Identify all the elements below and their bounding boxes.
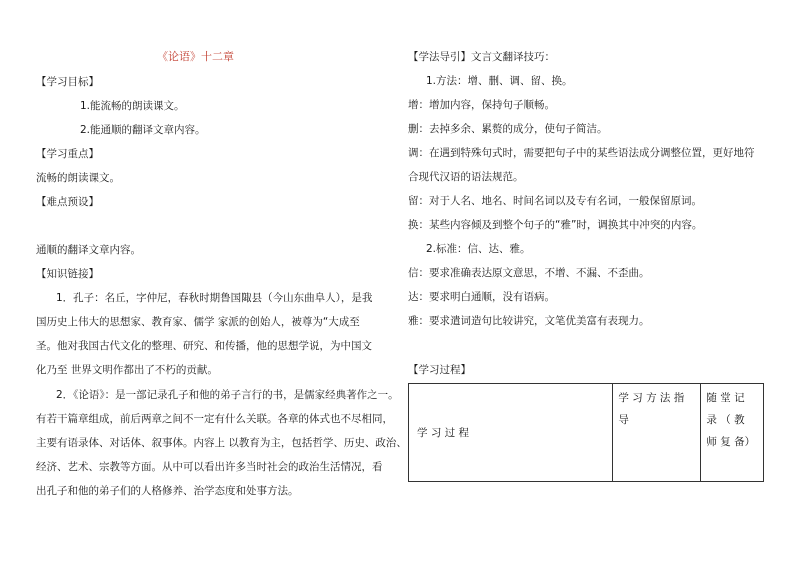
learning-process-table [408, 383, 764, 482]
process-header: 【学习过程】 [408, 364, 471, 376]
method-add: 增：增加内容，保持句子顺畅。 [408, 99, 555, 111]
focus-text: 流畅的朗读课文。 [36, 172, 120, 184]
k1-line-1: 1．孔子：名丘，字仲尼，春秋时期鲁国陬县（今山东曲阜人），是我 [56, 292, 373, 304]
focus-header: 【学习重点】 [36, 148, 99, 160]
table-cell-process [409, 384, 613, 482]
k1-line-3: 圣。他对我国古代文化的整理、研究、和传播，他的思想学说，为中国文 [36, 340, 372, 352]
method-delete: 删：去掉多余、累赘的成分，使句子简洁。 [408, 123, 608, 135]
standards-label: 2.标准：信、达、雅。 [426, 243, 531, 255]
k1-line-4: 化乃至 世界文明作都出了不朽的贡献。 [36, 364, 218, 376]
k1-line-2: 国历史上伟大的思想家、教育家、儒学 家派的创始人，被尊为“大成至 [36, 316, 360, 328]
method-keep: 留：对于人名、地名、时间名词以及专有名词，一般保留原词。 [408, 195, 702, 207]
difficulty-header: 【难点预设】 [36, 196, 99, 208]
table-cell-notes [701, 384, 764, 482]
table-cell-method [613, 384, 701, 482]
k2-line-4: 经济、艺术、宗教等方面。从中可以看出许多当时社会的政治生活情况，看 [36, 461, 383, 473]
objectives-header: 【学习目标】 [36, 76, 99, 88]
standard-ya: 雅：要求遣词造句比较讲究，文笔优美富有表现力。 [408, 315, 650, 327]
k2-line-3: 主要有语录体、对话体、叙事体。内容上 以教育为主，包括哲学、历史、政治、 [36, 437, 407, 449]
table-col-process-label: 学 习 过 程 [417, 426, 470, 439]
knowledge-header: 【知识链接】 [36, 268, 99, 280]
objective-1: 1.能流畅的朗读课文。 [80, 100, 185, 112]
methods-label: 1.方法：增、删、调、留、换。 [426, 75, 573, 87]
guide-header: 【学法导引】文言文翻译技巧： [408, 51, 555, 63]
table-col-method-label: 学 习 方 法 指 导 [618, 392, 685, 426]
method-adjust-1: 调：在遇到特殊句式时，需要把句子中的某些语法成分调整位置，更好地符 [408, 147, 755, 159]
standard-da: 达：要求明白通顺，没有语病。 [408, 291, 555, 303]
difficulty-text: 通顺的翻译文章内容。 [36, 244, 141, 256]
page-title: 《论语》十二章 [157, 50, 234, 63]
k2-line-5: 出孔子和他的弟子们的人格修养、治学态度和处事方法。 [36, 485, 299, 497]
k2-line-2: 有若干篇章组成，前后两章之间不一定有什么关联。各章的体式也不尽相同， [36, 413, 393, 425]
objective-2: 2.能通顺的翻译文章内容。 [80, 124, 206, 136]
table-col-notes-label: 随 堂 记 录 （ 教 师 复 备） [706, 392, 756, 448]
standard-xin: 信：要求准确表达原文意思，不增、不漏、不歪曲。 [408, 267, 650, 279]
method-adjust-2: 合现代汉语的语法规范。 [408, 171, 524, 183]
k2-line-1: 2．《论语》：是一部记录孔子和他的弟子言行的书，是儒家经典著作之一。 [56, 389, 399, 401]
method-swap: 换：某些内容倾及到整个句子的“雅”时，调换其中冲突的内容。 [408, 219, 703, 231]
